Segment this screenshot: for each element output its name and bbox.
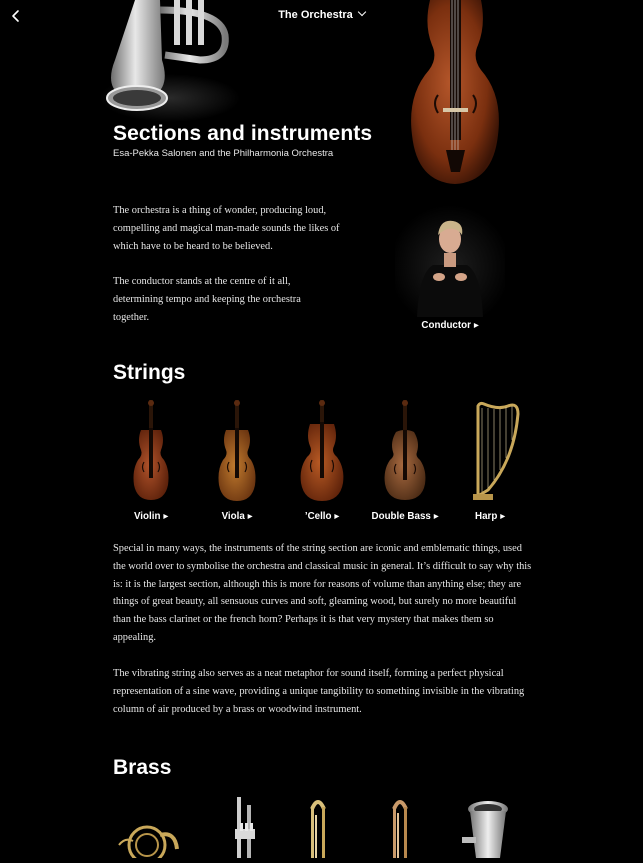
section-dropdown[interactable] <box>0 9 643 21</box>
trumpet-item[interactable] <box>228 795 264 858</box>
cello-icon <box>297 400 347 502</box>
violin-caption[interactable] <box>121 511 181 522</box>
play-triangle-icon: ▶ <box>473 323 479 329</box>
page-subtitle: Esa-Pekka Salonen and the Philharmonia Orchestra <box>113 148 334 159</box>
violin-label: Violin <box>133 511 161 522</box>
violin-item[interactable] <box>128 400 174 502</box>
double-bass-label: Double Bass <box>371 511 431 522</box>
play-triangle-icon: ▶ <box>433 514 439 520</box>
french-horn-icon <box>115 815 180 858</box>
conductor-photo <box>395 205 505 317</box>
intro-paragraph: The conductor stands at the centre of it all, determining tempo and keeping the orchestra together. <box>113 276 301 323</box>
strings-paragraph: Special in many ways, the instruments of the string section are iconic and emblematic things, used the world over to symbolise the orchestra and classical music in general. It’s difficult to say why this is: it is the largest section, although this is more for reasons of volume than anything else; they are things of great beauty, all sensuous curves and soft, gleaming wood, but surely no more beautiful than the bass clarinet or the french horn? Perhaps it is that very mystery that makes them so appealing. <box>113 543 532 643</box>
tuba-icon <box>458 797 516 858</box>
double-bass-item[interactable] <box>382 400 428 502</box>
harp-label: Harp <box>475 511 498 522</box>
trumpet-icon <box>228 795 264 858</box>
intro-paragraph: The orchestra is a thing of wonder, producing loud, compelling and magical man-made sounds the likes of which have to be heard to be believed. <box>113 205 340 252</box>
tenor-trombone-icon <box>302 795 336 858</box>
violin-icon <box>128 400 174 502</box>
cello-item[interactable] <box>297 400 347 502</box>
hero-tuba-image <box>100 0 280 125</box>
strings-heading: Strings <box>113 361 186 384</box>
strings-paragraph: The vibrating string also serves as a neat metaphor for sound itself, forming a perfect physical representation of a sine wave, providing a unique tangibility to something invisible in the vibrating column of air produced by a brass or woodwind instrument. <box>113 668 525 715</box>
viola-item[interactable] <box>214 400 260 502</box>
bass-trombone-icon <box>384 795 418 858</box>
bass-trombone-item[interactable] <box>384 795 418 858</box>
viola-caption[interactable] <box>207 511 267 522</box>
viola-icon <box>214 400 260 502</box>
conductor-caption[interactable] <box>395 320 505 331</box>
page-title: Sections and instruments <box>113 122 373 145</box>
play-triangle-icon: ▶ <box>163 514 169 520</box>
tenor-trombone-item[interactable] <box>302 795 336 858</box>
play-triangle-icon: ▶ <box>500 514 505 520</box>
harp-item[interactable] <box>468 400 522 502</box>
cello-label: ’Cello <box>304 511 332 522</box>
tuba-item[interactable] <box>458 797 516 858</box>
double-bass-icon <box>382 400 428 502</box>
conductor-label: Conductor <box>421 320 471 331</box>
play-triangle-icon: ▶ <box>247 514 253 520</box>
cello-caption[interactable] <box>291 511 353 522</box>
brass-heading: Brass <box>113 756 172 779</box>
viola-label: Viola <box>221 511 245 522</box>
chevron-down-icon <box>358 8 366 16</box>
play-triangle-icon: ▶ <box>334 514 340 520</box>
harp-caption[interactable] <box>465 511 515 522</box>
french-horn-item[interactable] <box>115 815 180 858</box>
harp-icon <box>468 400 522 502</box>
double-bass-caption[interactable] <box>366 511 444 522</box>
nav-title: The Orchestra <box>278 9 353 21</box>
hero-cello-image <box>408 0 503 185</box>
conductor-link[interactable] <box>395 205 505 317</box>
